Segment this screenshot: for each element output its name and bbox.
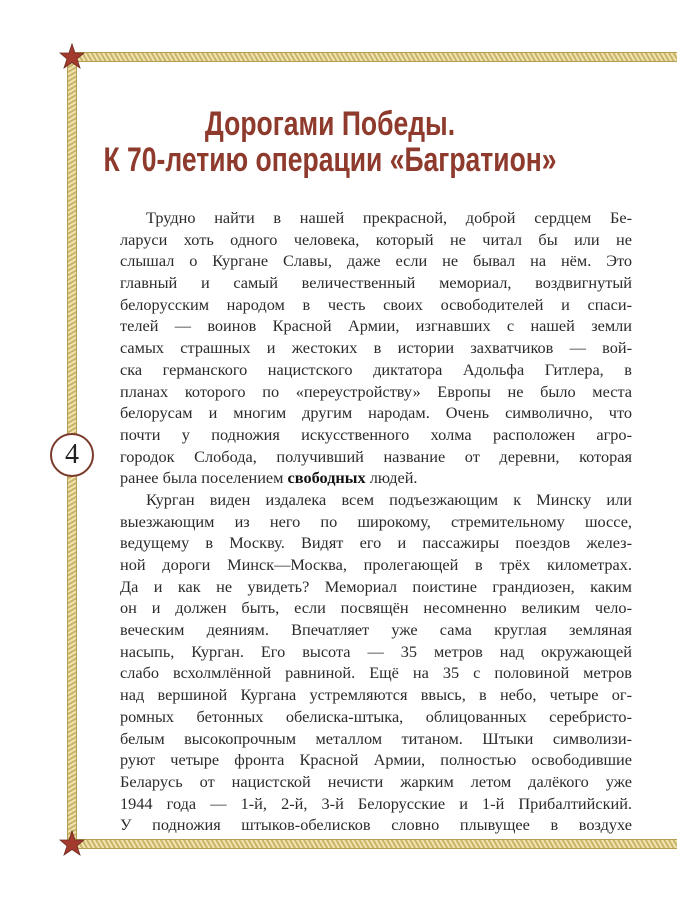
text-line: он и должен быть, если посвящён несомненно великим чело- [120,598,632,618]
star-icon [59,830,85,856]
title [73,106,588,178]
text-line: телей — воинов Красной Армии, изгнавших с нашей земли [120,316,632,336]
text-line: Трудно найти в нашей прекрасной, доброй сердцем Бе- [146,208,632,227]
text-line: белорусским народом в честь своих освободителей и спаси- [120,294,632,314]
page-number: 4 [50,433,94,477]
text-line: белорусам и многим другим народам. Очень символично, что [120,403,632,423]
text-line: городок Слобода, получивший название от деревни, которая [120,446,632,466]
text-line: над вершиной Кургана устремляются ввысь, в небо, четыре ог- [120,685,632,705]
text-fragment: ранее была поселением [120,468,288,488]
text-line: главный и самый величественный мемориал, воздвигнутый [120,273,632,293]
text-line: почти у подножия искусственного холма расположен агро- [120,424,632,444]
star-icon [59,43,85,69]
text-line: Да и как не увидеть? Мемориал поистине грандиозен, каким [120,576,632,596]
text-line: ска германского нацистского диктатора Адольфа Гитлера, в [120,359,632,379]
top-rope-border [72,52,677,62]
text-line: ной дороги Минск—Москва, пролегающей в трёх километрах. [120,555,632,574]
text-line: руют четыре фронта Красной Армии, полностью освободившие [120,750,632,770]
text-line: веческим деяниям. Впечатляет уже сама круглая земляная [120,620,632,640]
text-line: самых страшных и жестоких в истории захватчиков — вой- [120,338,632,358]
text-line: планах которого по «переустройству» Европы не было места [120,381,632,401]
text-line: У подножия штыков-обелисков словно плывущее в воздухе [120,815,632,835]
text-line: Курган виден издалека всем подъезжающим к Минску или [146,489,632,509]
text-line: выезжающим из него по широкому, стремительному шоссе, [120,511,632,531]
title-line-2: К 70-летию операции «Багратион» [103,141,557,179]
text-line: ведущему в Москву. Видят его и пассажиры поездов желез- [120,533,632,553]
body-text [120,207,632,836]
text-line: 1944 года — 1-й, 2-й, 3-й Белорусские и 1-й Прибалтийский. [120,793,632,813]
text-line: слышал о Кургане Славы, даже если не бывал на нём. Это [120,251,632,271]
text-line: насыпь, Курган. Его высота — 35 метров над окружающей [120,641,632,661]
text-line: белым высокопрочным металлом титаном. Штыки символизи- [120,728,632,748]
text-fragment: людей. [365,468,418,488]
text-line: ларуси хоть одного человека, который не читал бы или не [120,229,632,249]
title-line-1: Дорогами Победы. [204,105,456,143]
bold-word: свободных [287,468,366,488]
bottom-rope-border [72,839,677,849]
text-line: ромных бетонных обелиска-штыка, облицованных серебристо- [120,706,632,726]
text-line: Беларусь от нацистской нечисти жарким летом далёкого уже [120,771,632,791]
text-line [120,467,632,489]
text-line: слабо всхолмлённой равниной. Ещё на 35 с половиной метров [120,663,632,683]
